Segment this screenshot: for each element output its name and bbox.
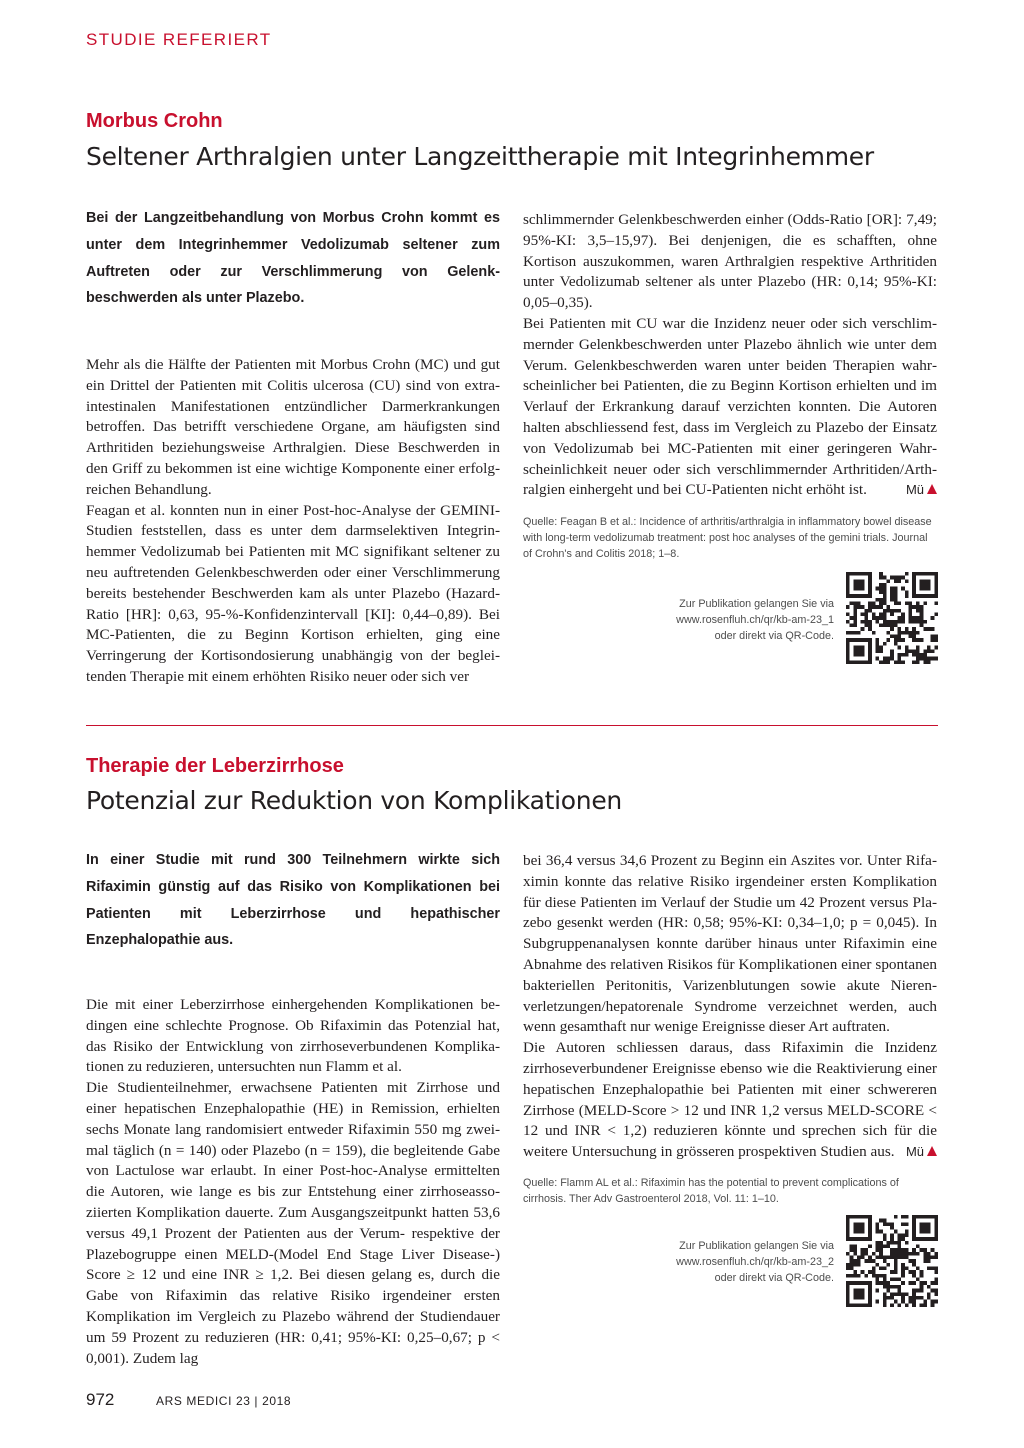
- section-divider: [86, 725, 938, 726]
- qr-note-link[interactable]: www.rosenfluh.ch/qr/kb-am-23_1: [676, 614, 834, 626]
- qr-note-link[interactable]: www.rosenfluh.ch/qr/kb-am-23_2: [676, 1256, 834, 1268]
- qr-code-icon[interactable]: [846, 572, 938, 664]
- section-label: STUDIE REFERIERT: [86, 30, 272, 49]
- article1-paragraph: Mehr als die Hälfte der Patienten mit Morbus Crohn (MC) und gut ein Drittel der Patienten mit Colitis ulcerosa (CU) sind von extraintestinalen Manifestationen entzündlicher Darmerkrankungen betroffen. Das betrifft verschiedene Organe, am häufigsten sind Arthritiden beziehungsweise Arthralgien. Diese Beschwerden in den Griff zu bekommen ist eine wichtige Komponente einer erfolgreichen Behandlung.: [86, 356, 500, 498]
- article2-paragraph: Die mit einer Leberzirrhose einhergehenden Komplikationen bedingen eine schlechte Prognose. Ob Rifaximin das Potenzial hat, das Risiko der Entwicklung von zirrhoseverbundenen Komplikationen zu reduzieren, untersuchten nun Flamm et al.: [86, 996, 500, 1076]
- journal-name: ARS MEDICI 23 | 2018: [156, 1394, 292, 1408]
- article2-lead: In einer Studie mit rund 300 Teilnehmern wirkte sich Rifaximin günstig auf das Risiko von Komplikationen bei Patienten mit Leberzirrhose und hepathischer Enzephalopathie aus.: [86, 852, 500, 949]
- qr-note-line: Zur Publikation gelangen Sie via: [679, 1240, 834, 1252]
- article1-signature: Mü: [906, 480, 937, 501]
- end-triangle-icon: [927, 1146, 937, 1156]
- end-triangle-icon: [927, 484, 937, 494]
- article1-source: Quelle: Feagan B et al.: Incidence of arthritis/arthralgia in inflammatory bowel disease with long-term vedolizumab treatment: post hoc analyses of the gemini trials. Journal of Crohn's and Colitis 2018; 1–8.: [523, 516, 932, 560]
- article2-paragraph: Die Autoren schliessen daraus, dass Rifaximin die Inzidenz zirrhoseverbundener Ereignisse ebenso wie die Reaktivierung einer hepatischen Enzephalopathie bei Patienten mit einer schwereren Zirrhose (MELD-Score > 12 und INR 1,2 versus MELD-SCORE < 12 und INR < 1,2) reduzieren könnte und sprechen sich für die weitere Untersuchung in grösseren prospektiven Studien aus. Mü: [523, 1038, 937, 1163]
- page-number: 972: [86, 1390, 115, 1409]
- article1-kicker: Morbus Crohn: [86, 110, 223, 132]
- article1-paragraph: Feagan et al. konnten nun in einer Post-hoc-Analyse der GEMINI-Studien feststellen, dass es unter dem darmselektiven Integrinhemmer Vedolizumab bei Patienten mit MC signifikant seltener zu neu auftretenden Gelenkbeschwerden oder einer Verschlimmerung bereits bestehender Beschwerden kam als unter Plazebo (Hazard-Ratio [HR]: 0,63, 95-%-Konfidenzintervall [KI]: 0,44–0,89). Bei MC-Patienten, die zu Beginn Kortison erhielten, ging eine Verringerung der Kortisondosierung unabhängig von der begleitenden Therapie mit einem erhöhten Risiko neuer oder sich ver: [86, 501, 500, 685]
- qr-note-line: Zur Publikation gelangen Sie via: [679, 598, 834, 610]
- qr-note-line: oder direkt via QR-Code.: [714, 1272, 834, 1284]
- article2-signature: Mü: [906, 1142, 937, 1163]
- article2-qr-note: [600, 1238, 834, 1286]
- qr-code-icon[interactable]: [846, 1215, 938, 1307]
- article1-right-column: [523, 210, 937, 501]
- article2-kicker: Therapie der Leberzirrhose: [86, 755, 344, 777]
- article2-title: Potenzial zur Reduktion von Komplikationen: [86, 786, 622, 815]
- article1-paragraph: schlimmernder Gelenkbeschwerden einher (Odds-Ratio [OR]: 7,49; 95%-KI: 3,5–15,97). Bei denjenigen, die es schafften, ohne Kortison auszukommen, waren Arthralgien respektive Arthritiden unter Vedolizumab seltener als unter Plazebo (HR: 0,14; 95%-KI: 0,05–0,35).: [523, 211, 937, 312]
- article2-left-column: [86, 995, 500, 1369]
- article1-paragraph: Bei Patienten mit CU war die Inzidenz neuer oder sich verschlimmernder Gelenkbeschwerden unter Plazebo ähnlich wie unter dem Verum. Gelenkbeschwerden waren unter beiden Therapien wahrscheinlicher bei Patienten, die zu Beginn Kortison erhielten und im Verlauf der Erkrankung darauf verzichten konnten. Die Autoren halten abschliessend fest, dass im Vergleich zu Plazebo der Einsatz von Vedolizumab bei MC-Patienten mit einer geringeren Wahrscheinlichkeit neuer oder sich verschlimmernder Arthritiden/Arthralgien einhergeht und bei CU-Patienten nicht erhöht ist. Mü: [523, 314, 937, 501]
- article1-title: Seltener Arthralgien unter Langzeittherapie mit Integrinhemmer: [86, 142, 874, 171]
- article1-left-column: [86, 355, 500, 688]
- article2-right-column: [523, 851, 937, 1163]
- article1-qr-note: [600, 596, 834, 644]
- article1-lead: Bei der Langzeitbehandlung von Morbus Crohn kommt es unter dem Integrinhemmer Vedolizumab seltener zum Auftreten oder zur Verschlimmerung von Gelenkbeschwerden als unter Plazebo.: [86, 210, 500, 307]
- article2-paragraph: bei 36,4 versus 34,6 Prozent zu Beginn ein Aszites vor. Unter Rifaximin konnte das relative Risiko irgendeiner ersten Komplikation für diese Patienten im Verlauf der Studie um 42 Prozent versus Plazebo gesenkt werden (HR: 0,58; 95%-KI: 0,34–1,0; p = 0,045). In Subgruppenanalysen konnte darüber hinaus unter Rifaximin eine Abnahme des relativen Risikos für Komplikationen einer spontanen bakteriellen Peritonitis, Varizenblutungen sowie akute Nierenverletzungen/hepatorenale Syndrome verzeichnet werden, auch wenn gesamthaft nur wenige Ereignisse dieser Art auftraten.: [523, 852, 937, 1036]
- article2-paragraph: Die Studienteilnehmer, erwachsene Patienten mit Zirrhose und einer hepatischen Enzephalopathie (HE) in Remission, erhielten sechs Monate lang randomisiert entweder Rifaximin 550 mg zweimal täglich (n = 140) oder Plazebo (n = 159), die begleitende Gabe von Lactulose war erlaubt. In einer Post-hoc-Analyse ermittelten die Autoren, wie lange es bis zur Entstehung einer zirrhoseassoziierten Komplikation dauerte. Zum Ausgangszeitpunkt hatten 53,6 versus 49,1 Prozent der Patienten aus der Verum- respektive der Plazebogruppe einen MELD-(Model End Stage Liver Disease-) Score ≥ 12 und eine INR ≥ 1,2. Bei diesen gelang es, durch die Gabe von Rifaximin das relative Risiko irgendeiner ersten Komplikation im Vergleich zu Plazebo während der Studiendauer um 59 Prozent zu reduzieren (HR: 0,41; 95%-KI: 0,25–0,67; p < 0,001). Zudem lag: [86, 1079, 500, 1367]
- article2-source: Quelle: Flamm AL et al.: Rifaximin has the potential to prevent complications of cirrhosis. Ther Adv Gastroenterol 2018, Vol. 11: 1–10.: [523, 1177, 899, 1205]
- qr-note-line: oder direkt via QR-Code.: [714, 630, 834, 642]
